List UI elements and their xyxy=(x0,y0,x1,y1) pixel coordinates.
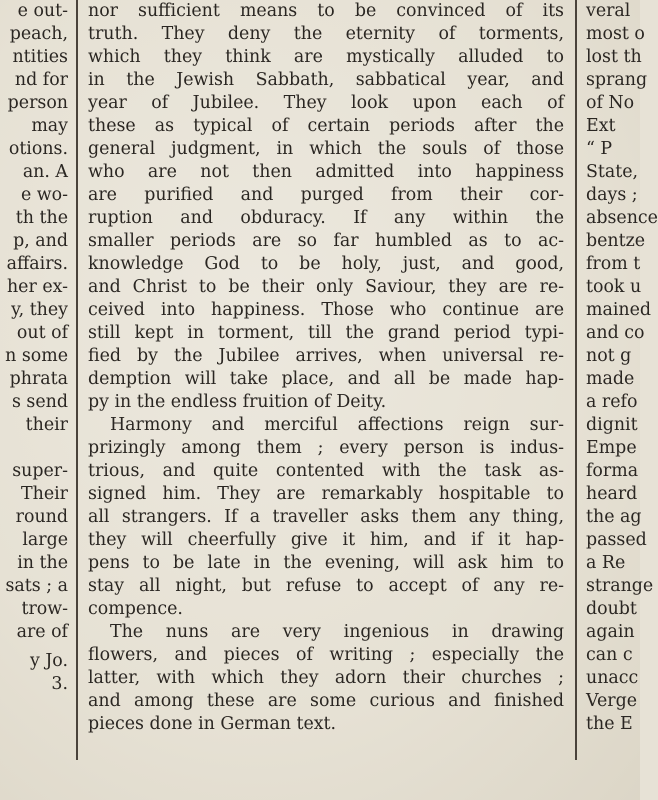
text-line: fied by the Jubilee arrives, when universal re- xyxy=(88,346,564,366)
text-line: Their xyxy=(21,484,68,504)
text-line: a refo xyxy=(586,392,638,412)
text-line: an. A xyxy=(22,162,68,182)
text-line: year of Jubilee. They look upon each of xyxy=(88,93,564,113)
paragraph-3 xyxy=(88,621,564,736)
left-column xyxy=(0,0,70,720)
text-line: unacc xyxy=(586,668,639,688)
text-line: py in the endless fruition of Deity. xyxy=(88,392,387,412)
text-line: bentze xyxy=(586,231,646,251)
text-line: pens to be late in the evening, will ask him to xyxy=(88,553,564,573)
text-line: nor sufficient means to be convinced of its xyxy=(88,1,564,21)
text-line: ceived into happiness. Those who continue are xyxy=(88,300,564,320)
text-line: large xyxy=(22,530,68,550)
text-line: Empe xyxy=(586,438,637,458)
text-line: lost th xyxy=(586,47,642,67)
text-line: may xyxy=(31,116,68,136)
signature-line: 3. xyxy=(51,674,68,694)
text-line: her ex- xyxy=(6,277,68,297)
text-line: The nuns are very ingenious in drawing xyxy=(110,622,564,642)
text-line: ruption and obduracy. If any within the xyxy=(88,208,564,228)
text-line xyxy=(0,437,70,460)
text-line: the ag xyxy=(586,507,642,527)
text-line: person xyxy=(7,93,68,113)
right-column-text xyxy=(584,0,658,736)
text-line: smaller periods are so far humbled as to ac- xyxy=(88,231,564,251)
text-line: truth. They deny the eternity of torments, xyxy=(88,24,564,44)
text-line: sats ; a xyxy=(5,576,68,596)
text-line: peach, xyxy=(9,24,68,44)
text-line: knowledge God to be holy, just, and good, xyxy=(88,254,564,274)
text-line: passed xyxy=(586,530,647,550)
text-line: “ P xyxy=(586,139,613,159)
text-line: mained xyxy=(586,300,652,320)
text-line: super- xyxy=(12,461,68,481)
text-line: signed him. They are remarkably hospitable to xyxy=(88,484,564,504)
text-line: they will cheerfully give it him, and if it hap- xyxy=(88,530,564,550)
text-line: y, they xyxy=(11,300,68,320)
column-rule-right xyxy=(575,0,577,760)
text-line: still kept in torment, till the grand period typi- xyxy=(88,323,564,343)
text-line: p, and xyxy=(13,231,68,251)
left-column-signature xyxy=(0,650,70,696)
text-line: absence xyxy=(586,208,658,228)
text-line: demption will take place, and all be made hap- xyxy=(88,369,564,389)
signature-line: y Jo. xyxy=(29,651,68,671)
text-line: round xyxy=(15,507,68,527)
text-line: days ; xyxy=(586,185,638,205)
text-line: affairs. xyxy=(6,254,68,274)
text-line: which they think are mystically alluded to xyxy=(88,47,564,67)
text-line: dignit xyxy=(586,415,638,435)
text-line: th the xyxy=(15,208,68,228)
text-line: and among these are some curious and finished xyxy=(88,691,564,711)
text-line: made xyxy=(586,369,635,389)
text-line: veral xyxy=(586,1,631,21)
text-line: Verge xyxy=(586,691,637,711)
text-line: Harmony and merciful affections reign sur- xyxy=(110,415,564,435)
text-line: of No xyxy=(586,93,635,113)
text-line: forma xyxy=(586,461,639,481)
text-line: stay all night, but refuse to accept of any re- xyxy=(88,576,564,596)
text-line: doubt xyxy=(586,599,637,619)
text-line: prizingly among them ; every person is indus- xyxy=(88,438,564,458)
text-line: flowers, and pieces of writing ; especially the xyxy=(88,645,564,665)
text-line: heard xyxy=(586,484,638,504)
left-column-text xyxy=(0,0,70,644)
text-line: e wo- xyxy=(20,185,68,205)
text-line: general judgment, in which the souls of those xyxy=(88,139,564,159)
text-line: Ext xyxy=(586,116,616,136)
text-line: from t xyxy=(586,254,641,274)
text-line: and Christ to be their only Saviour, they are re- xyxy=(88,277,564,297)
text-line: can c xyxy=(586,645,633,665)
text-line: out of xyxy=(16,323,68,343)
text-line: again xyxy=(586,622,635,642)
text-line: not g xyxy=(586,346,632,366)
text-line: in the Jewish Sabbath, sabbatical year, and xyxy=(88,70,564,90)
text-line: sprang xyxy=(586,70,648,90)
text-line: n some xyxy=(5,346,68,366)
text-line: and co xyxy=(586,323,645,343)
text-line: s send xyxy=(11,392,68,412)
text-line: State, xyxy=(586,162,639,182)
text-line: e out- xyxy=(17,1,68,21)
text-line: trow- xyxy=(21,599,68,619)
article-column xyxy=(88,0,564,760)
text-line: a Re xyxy=(586,553,626,573)
text-line: latter, with which they adorn their churches ; xyxy=(88,668,564,688)
text-line: trious, and quite contented with the task as- xyxy=(88,461,564,481)
text-line: phrata xyxy=(9,369,68,389)
text-line: their xyxy=(25,415,68,435)
text-line: are of xyxy=(16,622,68,642)
text-line: the E xyxy=(586,714,633,734)
text-line: ntities xyxy=(12,47,68,67)
text-line: otions. xyxy=(8,139,68,159)
text-line: all strangers. If a traveller asks them any thing, xyxy=(88,507,564,527)
text-line: nd for xyxy=(14,70,68,90)
paragraph-2 xyxy=(88,414,564,621)
text-line: these as typical of certain periods after the xyxy=(88,116,564,136)
text-line: pieces done in German text. xyxy=(88,714,337,734)
text-line: who are not then admitted into happiness xyxy=(88,162,564,182)
paragraph-1 xyxy=(88,0,564,414)
text-line: strange xyxy=(586,576,654,596)
text-line: took u xyxy=(586,277,642,297)
text-line: most o xyxy=(586,24,645,44)
text-line: are purified and purged from their cor- xyxy=(88,185,564,205)
text-line: in the xyxy=(17,553,68,573)
right-column xyxy=(584,0,658,760)
text-line: compence. xyxy=(88,599,183,619)
column-rule-left xyxy=(76,0,78,760)
